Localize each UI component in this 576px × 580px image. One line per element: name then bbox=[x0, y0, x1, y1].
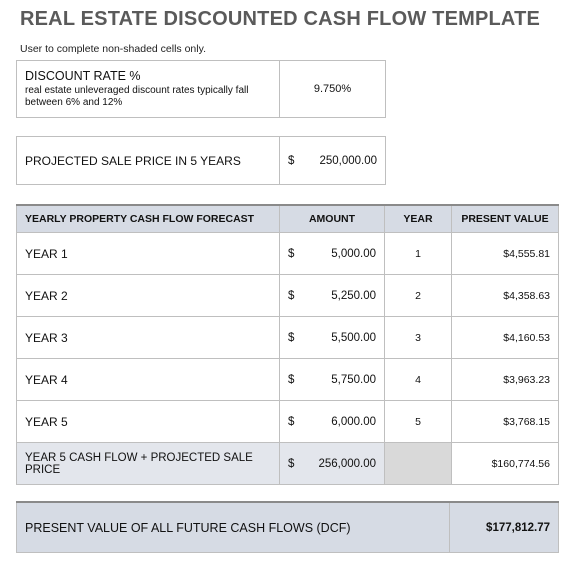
row-label: YEAR 3 bbox=[17, 317, 280, 359]
row-amount-input[interactable]: 5,500.00 bbox=[306, 317, 385, 359]
discount-rate-label: DISCOUNT RATE % bbox=[25, 69, 141, 83]
discount-rate-input[interactable]: 9.750% bbox=[280, 61, 386, 118]
dcf-label: PRESENT VALUE OF ALL FUTURE CASH FLOWS (DCF) bbox=[17, 502, 450, 553]
table-row bbox=[17, 401, 559, 443]
row-present-value: $4,160.53 bbox=[452, 317, 559, 359]
row-year: 5 bbox=[385, 401, 452, 443]
table-row bbox=[17, 233, 559, 275]
sale-price-input[interactable]: 250,000.00 bbox=[306, 137, 386, 185]
forecast-header-row bbox=[17, 205, 559, 233]
row-amount-input[interactable]: 5,750.00 bbox=[306, 359, 385, 401]
header-amount: AMOUNT bbox=[280, 205, 385, 233]
header-present-value: PRESENT VALUE bbox=[452, 205, 559, 233]
row-present-value: $3,768.15 bbox=[452, 401, 559, 443]
row-amount-input[interactable]: 5,000.00 bbox=[306, 233, 385, 275]
row-amount-input[interactable]: 5,250.00 bbox=[306, 275, 385, 317]
table-row bbox=[17, 317, 559, 359]
sale-price-currency: $ bbox=[280, 137, 307, 185]
row-amount-input[interactable]: 6,000.00 bbox=[306, 401, 385, 443]
total-row-label: YEAR 5 CASH FLOW + PROJECTED SALE PRICE bbox=[17, 443, 280, 485]
header-year: YEAR bbox=[385, 205, 452, 233]
row-year: 2 bbox=[385, 275, 452, 317]
instruction-text: User to complete non-shaded cells only. bbox=[20, 43, 206, 55]
total-row-present-value: $160,774.56 bbox=[452, 443, 559, 485]
row-present-value: $4,358.63 bbox=[452, 275, 559, 317]
row-year: 1 bbox=[385, 233, 452, 275]
row-label: YEAR 4 bbox=[17, 359, 280, 401]
dcf-summary-table bbox=[16, 501, 559, 553]
discount-rate-note: real estate unleveraged discount rates typically fall between 6% and 12% bbox=[25, 85, 249, 108]
row-currency: $ bbox=[280, 233, 307, 275]
row-label: YEAR 2 bbox=[17, 275, 280, 317]
row-present-value: $3,963.23 bbox=[452, 359, 559, 401]
cash-flow-forecast-table bbox=[16, 204, 559, 485]
row-currency: $ bbox=[280, 275, 307, 317]
table-row bbox=[17, 359, 559, 401]
row-present-value: $4,555.81 bbox=[452, 233, 559, 275]
row-currency: $ bbox=[280, 359, 307, 401]
table-row bbox=[17, 275, 559, 317]
header-forecast-label: YEARLY PROPERTY CASH FLOW FORECAST bbox=[17, 205, 280, 233]
row-label: YEAR 1 bbox=[17, 233, 280, 275]
discount-rate-label-cell bbox=[17, 61, 280, 118]
discount-rate-table bbox=[16, 60, 386, 118]
row-label: YEAR 5 bbox=[17, 401, 280, 443]
total-row-currency: $ bbox=[280, 443, 307, 485]
row-currency: $ bbox=[280, 317, 307, 359]
sale-price-table bbox=[16, 136, 386, 185]
total-row-amount: 256,000.00 bbox=[306, 443, 385, 485]
sale-price-label: PROJECTED SALE PRICE IN 5 YEARS bbox=[17, 137, 280, 185]
total-row bbox=[17, 443, 559, 485]
row-currency: $ bbox=[280, 401, 307, 443]
row-year: 4 bbox=[385, 359, 452, 401]
row-year: 3 bbox=[385, 317, 452, 359]
page-title: REAL ESTATE DISCOUNTED CASH FLOW TEMPLATE bbox=[20, 8, 541, 30]
dcf-value: $177,812.77 bbox=[450, 502, 559, 553]
total-row-year-empty bbox=[385, 443, 452, 485]
